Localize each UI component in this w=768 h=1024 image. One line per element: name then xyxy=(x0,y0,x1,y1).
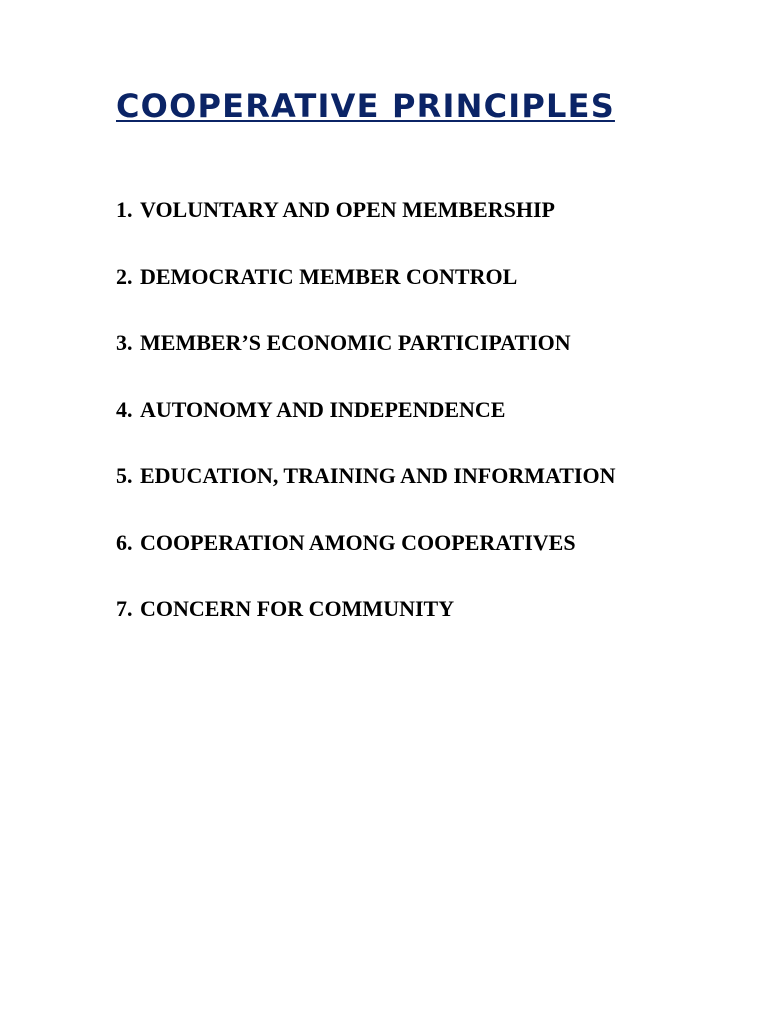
list-item-number: 5. xyxy=(116,463,133,488)
list-item-text: CONCERN FOR COMMUNITY xyxy=(140,596,455,621)
list-item-voluntary-open-membership xyxy=(116,196,615,263)
list-item-number: 1. xyxy=(116,197,133,222)
list-item-number: 3. xyxy=(116,330,133,355)
list-item-democratic-member-control xyxy=(116,263,615,330)
list-item-number: 6. xyxy=(116,529,133,555)
list-item-text: VOLUNTARY AND OPEN MEMBERSHIP xyxy=(140,197,555,222)
list-item-education-training-information xyxy=(116,462,615,529)
list-item-concern-for-community xyxy=(116,595,615,662)
list-item-text: DEMOCRATIC MEMBER CONTROL xyxy=(140,263,518,289)
list-item-autonomy-independence xyxy=(116,396,615,463)
list-item-text: MEMBER’S ECONOMIC PARTICIPATION xyxy=(140,330,571,355)
list-item-text: COOPERATION AMONG COOPERATIVES xyxy=(140,529,576,555)
list-item-economic-participation xyxy=(116,329,615,396)
list-item-number: 4. xyxy=(116,396,133,422)
list-item-cooperation-among-cooperatives xyxy=(116,529,615,596)
page-title: COOPERATIVE PRINCIPLES xyxy=(116,87,615,125)
list-item-text: EDUCATION, TRAINING AND INFORMATION xyxy=(140,463,616,488)
list-item-text: AUTONOMY AND INDEPENDENCE xyxy=(140,396,506,422)
list-item-number: 7. xyxy=(116,596,133,621)
list-item-number: 2. xyxy=(116,263,133,289)
principles-list xyxy=(116,196,615,662)
